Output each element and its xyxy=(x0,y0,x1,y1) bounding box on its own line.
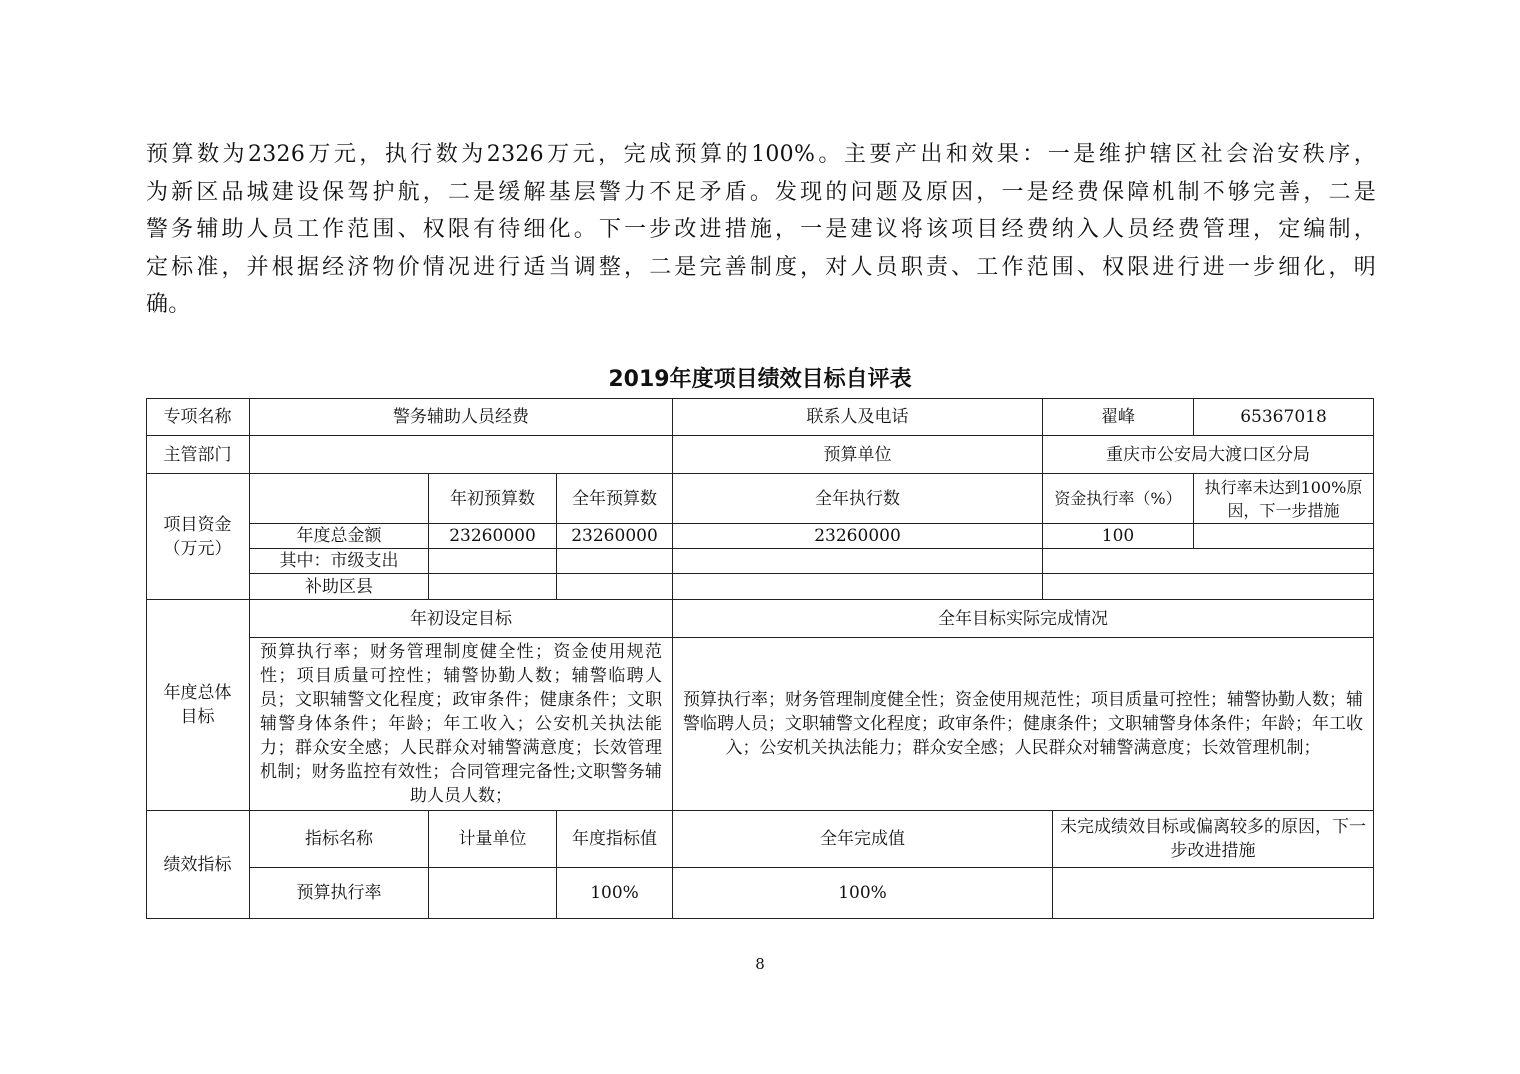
col-annual-budget: 全年预算数 xyxy=(557,474,673,524)
goals-actual-header: 全年目标实际完成情况 xyxy=(673,600,1374,638)
funds-label: 项目资金（万元） xyxy=(146,474,250,600)
row-county-label: 补助区县 xyxy=(250,574,429,600)
contact-label: 联系人及电话 xyxy=(673,398,1043,436)
body-paragraph xyxy=(146,136,1376,324)
budget-unit-label: 预算单位 xyxy=(673,436,1043,474)
row-total-rate: 100 xyxy=(1043,524,1194,549)
paragraph-line: 为新区品城建设保驾护航，二是缓解基层警力不足矛盾。发现的问题及原因，一是经费保障机制不够完善，二是 xyxy=(146,179,1376,205)
row-total-annual: 23260000 xyxy=(557,524,673,549)
ind-row-unit xyxy=(429,868,557,919)
ind-row-reason xyxy=(1053,868,1374,919)
paragraph-line: 确。 xyxy=(146,292,191,317)
row-total-label: 年度总金额 xyxy=(250,524,429,549)
col-exec-rate: 资金执行率（%） xyxy=(1043,474,1194,524)
row-city-label: 其中：市级支出 xyxy=(250,549,429,574)
row-county-initial xyxy=(429,574,557,600)
ind-col-unit: 计量单位 xyxy=(429,811,557,868)
ind-col-name: 指标名称 xyxy=(250,811,429,868)
funds-header-blank xyxy=(250,474,429,524)
project-name-value: 警务辅助人员经费 xyxy=(250,398,673,436)
paragraph-line: 预算数为2326万元，执行数为2326万元，完成预算的100%。主要产出和效果：一是维护辖区社会治安秩序， xyxy=(146,142,1376,167)
table-title: 2019年度项目绩效目标自评表 xyxy=(608,367,912,392)
paragraph-line: 定标准，并根据经济物价情况进行适当调整，二是完善制度，对人员职责、工作范围、权限进行进一步细化，明 xyxy=(146,254,1376,280)
col-reason: 执行率未达到100%原因，下一步措施 xyxy=(1194,474,1374,524)
row-total-reason xyxy=(1194,524,1374,549)
row-county-rest xyxy=(1043,574,1374,600)
goals-label: 年度总体目标 xyxy=(146,600,250,811)
contact-name: 翟峰 xyxy=(1043,398,1194,436)
row-city-exec xyxy=(673,549,1043,574)
row-total-initial: 23260000 xyxy=(429,524,557,549)
goals-actual-text: 预算执行率；财务管理制度健全性；资金使用规范性；项目质量可控性；辅警协勤人数；辅警临聘人员；文职辅警文化程度；政审条件；健康条件；文职辅警身体条件；年龄；年工收入；公安机关执法能力；群众安全感；人民群众对辅警满意度；长效管理机制； xyxy=(673,638,1374,811)
performance-table xyxy=(146,398,1374,919)
ind-row-name: 预算执行率 xyxy=(250,868,429,919)
goals-set-header: 年初设定目标 xyxy=(250,600,673,638)
ind-row-target: 100% xyxy=(557,868,673,919)
paragraph-line: 警务辅助人员工作范围、权限有待细化。下一步改进措施，一是建议将该项目经费纳入人员经费管理，定编制， xyxy=(146,217,1376,242)
row-county-exec xyxy=(673,574,1043,600)
dept-value xyxy=(250,436,673,474)
ind-col-reason: 未完成绩效目标或偏离较多的原因，下一步改进措施 xyxy=(1053,811,1374,868)
indicators-label: 绩效指标 xyxy=(146,811,250,919)
ind-row-actual: 100% xyxy=(673,868,1053,919)
budget-unit-value: 重庆市公安局大渡口区分局 xyxy=(1043,436,1374,474)
col-initial-budget: 年初预算数 xyxy=(429,474,557,524)
row-city-initial xyxy=(429,549,557,574)
row-city-annual xyxy=(557,549,673,574)
goals-set-text: 预算执行率；财务管理制度健全性；资金使用规范性；项目质量可控性；辅警协勤人数；辅警临聘人员；文职辅警文化程度；政审条件；健康条件；文职辅警身体条件；年龄；年工收入；公安机关执法能力；群众安全感；人民群众对辅警满意度；长效管理机制；财务监控有效性；合同管理完备性;文职警务辅助人员人数； xyxy=(250,638,673,811)
ind-col-target: 年度指标值 xyxy=(557,811,673,868)
page-number: 8 xyxy=(755,955,765,973)
col-annual-exec: 全年执行数 xyxy=(673,474,1043,524)
contact-phone: 65367018 xyxy=(1194,398,1374,436)
row-city-rest xyxy=(1043,549,1374,574)
ind-col-actual: 全年完成值 xyxy=(673,811,1053,868)
row-total-exec: 23260000 xyxy=(673,524,1043,549)
dept-label: 主管部门 xyxy=(146,436,250,474)
project-name-label: 专项名称 xyxy=(146,398,250,436)
row-county-annual xyxy=(557,574,673,600)
